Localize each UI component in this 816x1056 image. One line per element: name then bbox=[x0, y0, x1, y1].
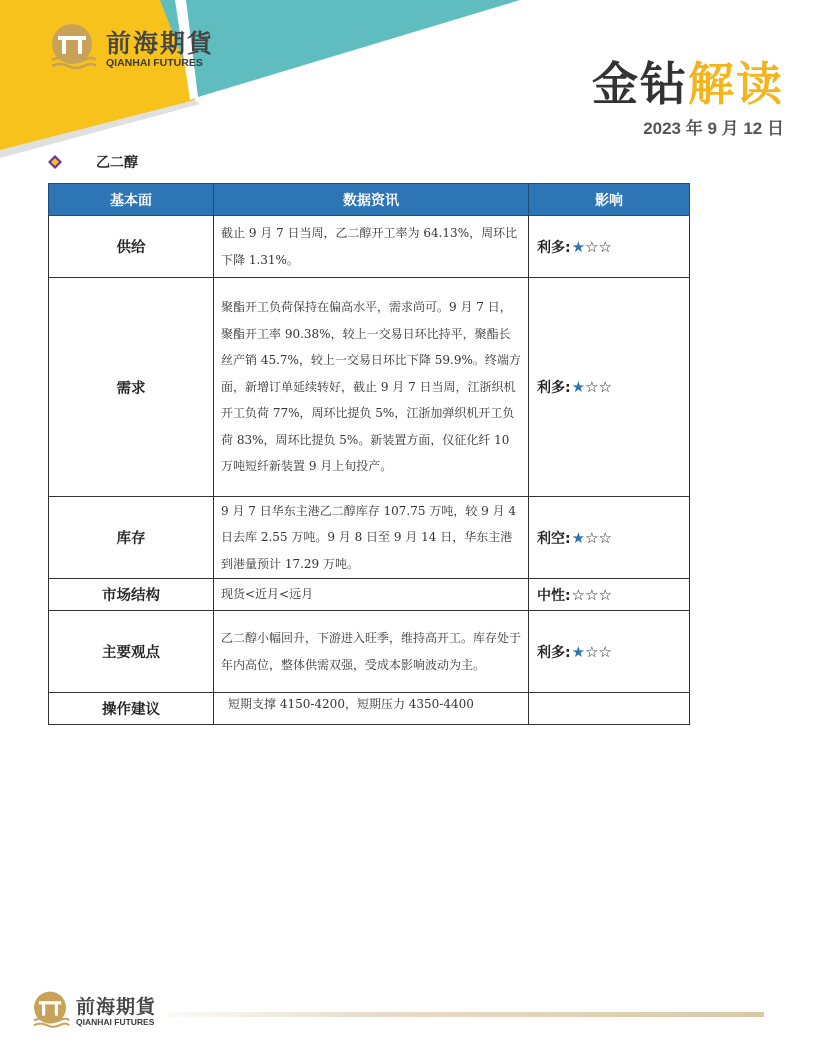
footer-logo-chinese-name: 前海期貨 bbox=[76, 996, 157, 1018]
star-rating bbox=[572, 238, 612, 256]
star-filled-icon: ★ bbox=[571, 237, 586, 256]
impact-label: 利多: bbox=[537, 644, 571, 661]
fundamentals-table bbox=[48, 183, 690, 725]
star-rating bbox=[572, 643, 612, 661]
star-rating bbox=[572, 529, 612, 547]
table-header-row bbox=[49, 184, 690, 216]
star-empty-icon: ☆ bbox=[585, 528, 599, 547]
row-info: 乙二醇小幅回升，下游进入旺季，维持高开工。库存处于年内高位，整体供需双强，受成本影响波动为主。 bbox=[214, 611, 529, 693]
table-row bbox=[49, 497, 690, 579]
footer-logo-english-name: QIANHAI FUTURES bbox=[76, 1017, 155, 1027]
row-category: 供给 bbox=[49, 216, 214, 278]
logo-mark-icon bbox=[48, 22, 96, 72]
row-impact bbox=[529, 216, 690, 278]
row-info: 现货<近月<远月 bbox=[214, 579, 529, 611]
footer-logo-icon bbox=[30, 990, 70, 1030]
row-impact bbox=[529, 497, 690, 579]
company-logo bbox=[48, 22, 223, 74]
header-data-info: 数据资讯 bbox=[214, 184, 529, 216]
impact-label: 中性: bbox=[537, 587, 571, 604]
table-row bbox=[49, 278, 690, 497]
star-empty-icon: ☆ bbox=[585, 237, 599, 256]
table-row bbox=[49, 216, 690, 278]
row-info: 9 月 7 日华东主港乙二醇库存 107.75 万吨，较 9 月 4 日去库 2.55 万吨。9 月 8 日至 9 月 14 日，华东主港到港量预计 17.29 万吨。 bbox=[214, 497, 529, 579]
table-row bbox=[49, 693, 690, 725]
page-footer bbox=[30, 990, 790, 1030]
star-empty-icon: ☆ bbox=[585, 642, 599, 661]
star-filled-icon: ★ bbox=[571, 528, 586, 547]
header-impact: 影响 bbox=[529, 184, 690, 216]
logo-chinese-name: 前海期貨 bbox=[106, 29, 215, 58]
star-rating bbox=[572, 378, 612, 396]
row-category: 市场结构 bbox=[49, 579, 214, 611]
impact-label: 利多: bbox=[537, 380, 571, 396]
star-empty-icon: ☆ bbox=[585, 585, 599, 604]
row-impact bbox=[529, 611, 690, 693]
star-empty-icon: ☆ bbox=[598, 237, 612, 256]
section-title: 乙二醇 bbox=[96, 155, 138, 171]
star-empty-icon: ☆ bbox=[598, 378, 612, 396]
report-brand-title bbox=[592, 48, 784, 114]
row-info: 聚酯开工负荷保持在偏高水平，需求尚可。9 月 7 日，聚酯开工率 90.38%，较上一交易日环比持平，聚酯长丝产销 45.7%，较上一交易日环比下降 59.9%。终端方面，新增订单延续转好，截止 9 月 7 日当周，江浙织机开工负荷 77%，周环比提负 5%，江浙加弹织机开工负荷 83%，周环比提负 5%。新装置方面，仪征化纤 10 万吨短纤新装置 9 月上旬投产。 bbox=[214, 278, 529, 497]
report-date: 2023 年 9 月 12 日 bbox=[643, 119, 784, 138]
table-row bbox=[49, 611, 690, 693]
row-category: 主要观点 bbox=[49, 611, 214, 693]
row-category: 库存 bbox=[49, 497, 214, 579]
impact-label: 利空: bbox=[537, 530, 571, 547]
star-filled-icon: ★ bbox=[571, 642, 586, 661]
row-impact bbox=[529, 693, 690, 725]
row-category: 操作建议 bbox=[49, 693, 214, 725]
star-rating bbox=[572, 586, 612, 604]
brand-title-part1: 金钻 bbox=[592, 57, 688, 111]
footer-divider bbox=[168, 1012, 764, 1017]
star-empty-icon: ☆ bbox=[598, 642, 612, 661]
star-empty-icon: ☆ bbox=[598, 585, 612, 604]
header-fundamentals: 基本面 bbox=[49, 184, 214, 216]
row-info: 截止 9 月 7 日当周，乙二醇开工率为 64.13%，周环比下降 1.31%。 bbox=[214, 216, 529, 278]
row-info: 短期支撑 4150-4200，短期压力 4350-4400 bbox=[214, 693, 529, 725]
star-empty-icon: ☆ bbox=[598, 528, 612, 547]
logo-english-name: QIANHAI FUTURES bbox=[106, 57, 203, 69]
brand-title-part2: 解读 bbox=[688, 57, 784, 111]
row-impact bbox=[529, 278, 690, 497]
row-category: 需求 bbox=[49, 278, 214, 497]
table-row bbox=[49, 579, 690, 611]
star-filled-icon: ★ bbox=[571, 378, 586, 396]
impact-label: 利多: bbox=[537, 239, 571, 256]
bullet-diamond-icon bbox=[48, 155, 62, 169]
star-empty-icon: ☆ bbox=[585, 378, 599, 396]
star-empty-icon: ☆ bbox=[571, 585, 586, 604]
section-heading bbox=[48, 152, 138, 172]
row-impact bbox=[529, 579, 690, 611]
